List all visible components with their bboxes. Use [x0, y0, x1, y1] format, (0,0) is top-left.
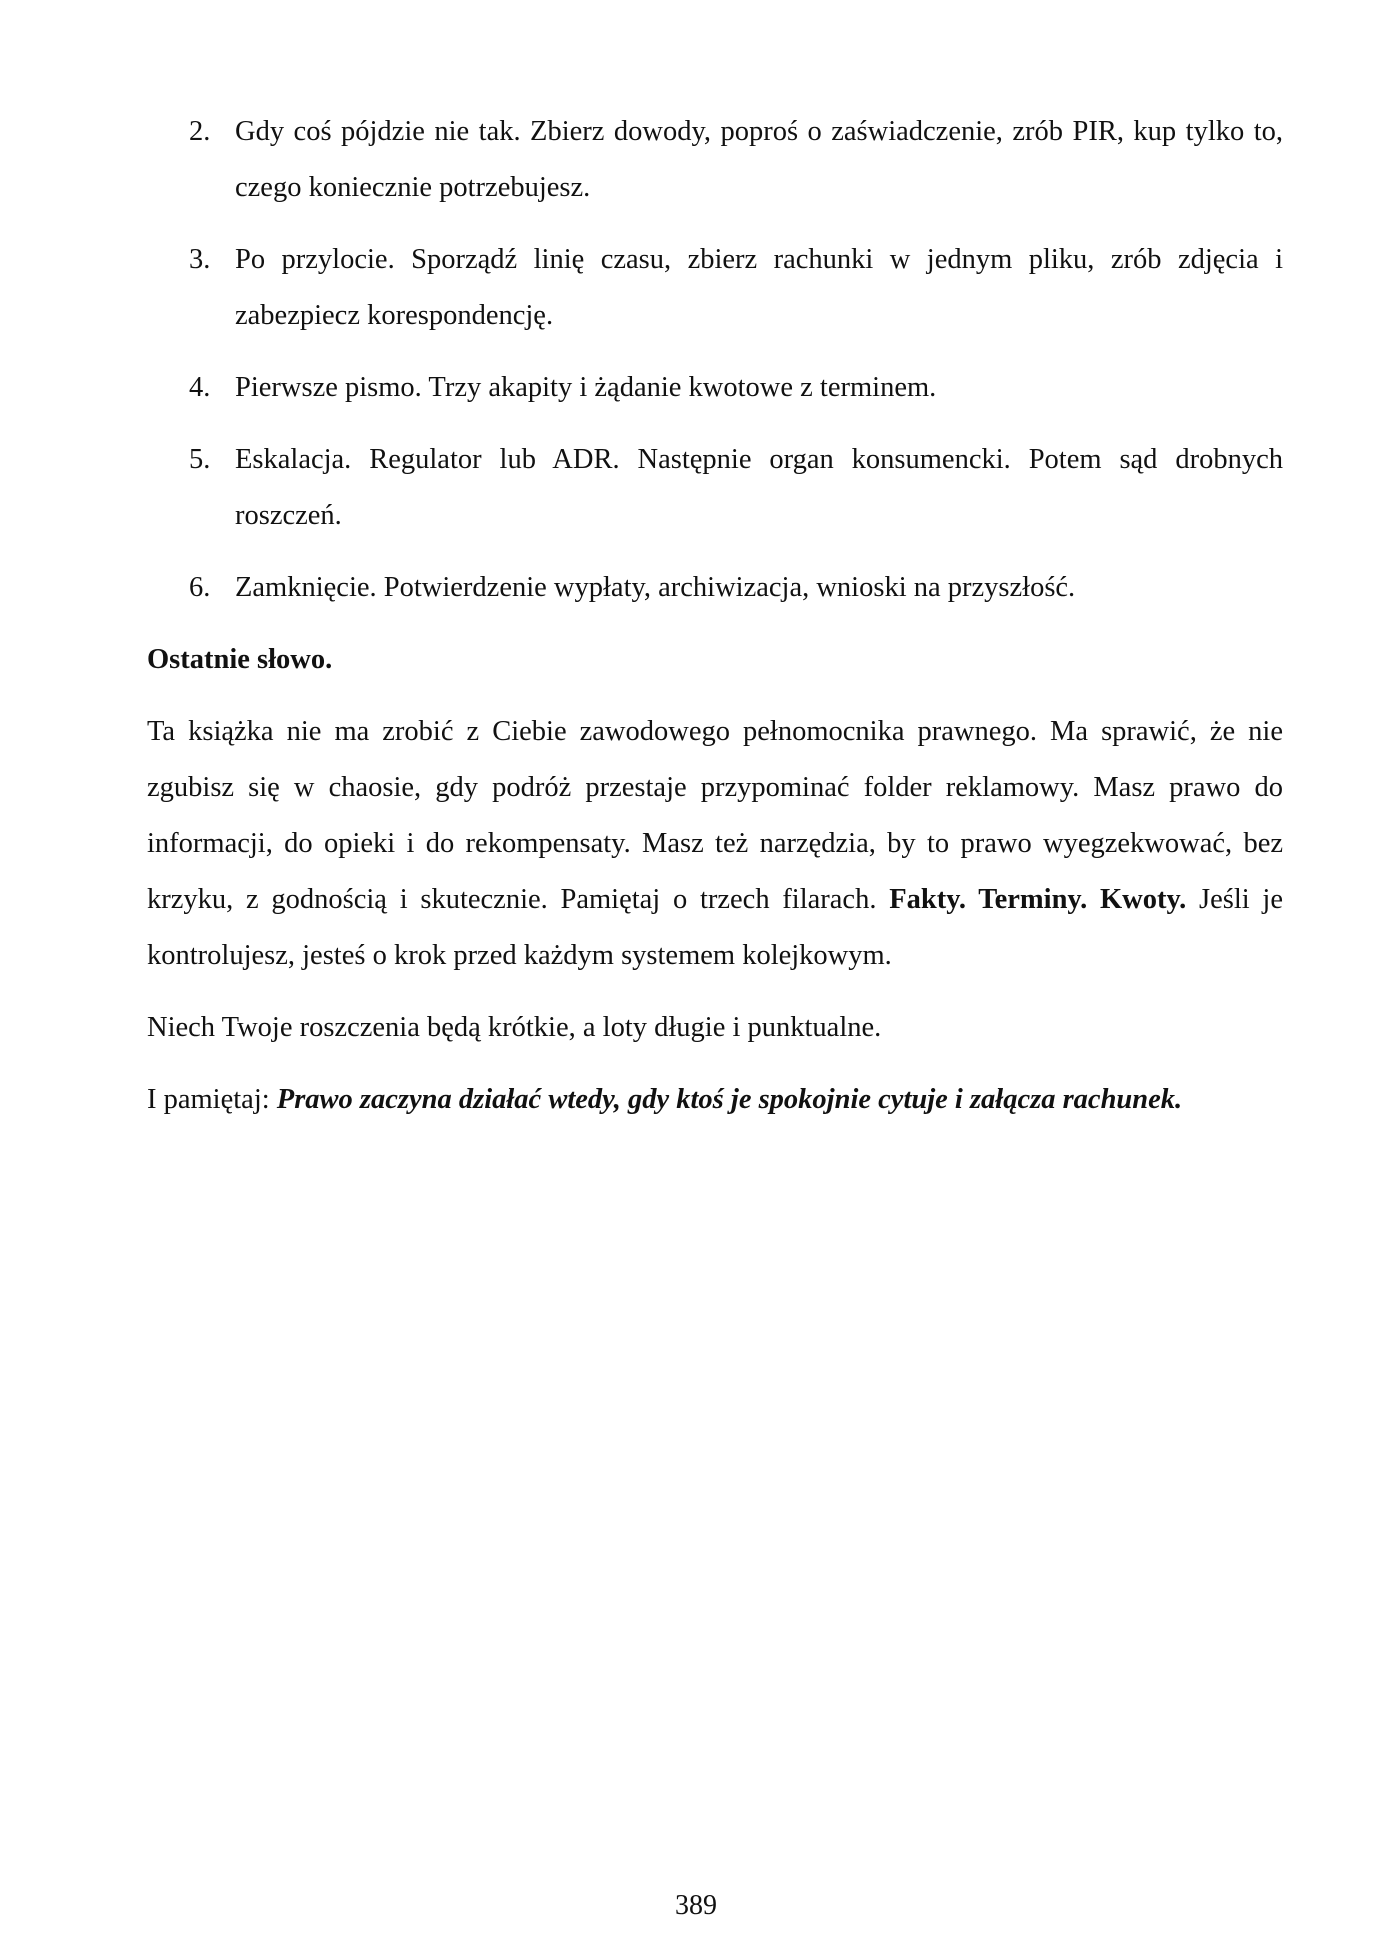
list-item-text: Po przylocie. Sporządź linię czasu, zbierz rachunki w jednym pliku, zrób zdjęcia i zabezpiecz korespondencję.: [235, 244, 1283, 331]
list-item-number: 2.: [189, 116, 211, 147]
list-item: [147, 104, 1283, 216]
list-item-number: 3.: [189, 244, 211, 275]
three-pillars-emphasis: Fakty. Terminy. Kwoty.: [889, 884, 1187, 915]
page-number: 389: [675, 1890, 717, 1921]
wish-paragraph: Niech Twoje roszczenia będą krótkie, a loty długie i punktualne.: [147, 1012, 882, 1043]
closing-quote: Prawo zaczyna działać wtedy, gdy ktoś je spokojnie cytuje i załącza rachunek.: [276, 1084, 1183, 1115]
list-item-text: Pierwsze pismo. Trzy akapity i żądanie kwotowe z terminem.: [235, 372, 937, 403]
list-item-number: 4.: [189, 372, 211, 403]
section-heading: Ostatnie słowo.: [147, 644, 333, 675]
list-item: [147, 360, 1283, 416]
list-item-number: 5.: [189, 444, 211, 475]
closing-paragraph: [147, 704, 1283, 984]
list-item: [147, 560, 1283, 616]
list-item-number: 6.: [189, 572, 211, 603]
page-content: [147, 104, 1283, 1144]
list-item: [147, 232, 1283, 344]
list-item-text: Eskalacja. Regulator lub ADR. Następnie organ konsumencki. Potem sąd drobnych roszczeń.: [235, 444, 1283, 531]
remember-paragraph: [147, 1072, 1283, 1128]
list-item: [147, 432, 1283, 544]
steps-list: [147, 104, 1283, 616]
list-item-text: Zamknięcie. Potwierdzenie wypłaty, archiwizacja, wnioski na przyszłość.: [235, 572, 1076, 603]
list-item-text: Gdy coś pójdzie nie tak. Zbierz dowody, poproś o zaświadczenie, zrób PIR, kup tylko to, czego koniecznie potrzebujesz.: [235, 116, 1283, 203]
paragraph-text: Ta książka nie ma zrobić z Ciebie zawodowego pełnomocnika prawnego. Ma sprawić, że nie zgubisz się w chaosie, gdy podróż przestaje przypominać folder reklamowy. Masz prawo do informacji, do opieki i do rekompensaty. Masz też narzędzia, by to prawo wyegzekwować, bez krzyku, z godnością i skutecznie. Pamiętaj o trzech filarach.: [147, 716, 1283, 915]
paragraph-text: Jeśli je kontrolujesz, jesteś o krok przed każdym systemem kolejkowym.: [147, 884, 1284, 971]
remember-prefix: I pamiętaj:: [147, 1084, 277, 1115]
